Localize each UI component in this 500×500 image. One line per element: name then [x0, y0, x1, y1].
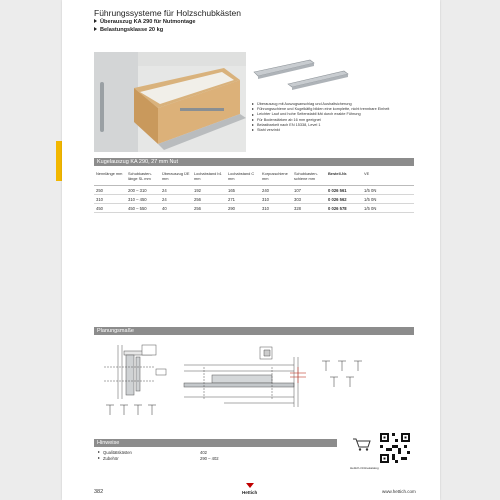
table-cell: 290 [226, 204, 260, 213]
table-cell: 1/5 0N [362, 204, 414, 213]
bullet-arrow-icon [94, 19, 97, 23]
table-cell: 310 [260, 204, 292, 213]
catalog-page [62, 0, 440, 500]
bullet-arrow-icon [252, 129, 254, 131]
table-cell: 24 [160, 186, 192, 195]
column-header: Nennlänge mm [94, 171, 126, 186]
table-cell: 165 [226, 186, 260, 195]
table-cell: 40 [160, 204, 192, 213]
table-cell: 24 [160, 195, 192, 204]
feature-list [252, 102, 402, 133]
table-cell: 200 – 310 [126, 186, 160, 195]
runner-product-image [250, 58, 350, 90]
spec-section-title: Kugelauszug KA 290, 27 mm Nut [94, 158, 414, 166]
order-number: 0 026 578 [326, 204, 362, 213]
bullet-arrow-icon [98, 457, 100, 459]
feature-item: Führungsschiene und Kugelkäfig bilden eine komplette, nicht trennbare Einheit [252, 107, 402, 112]
order-number: 0 026 561 [326, 186, 362, 195]
list-item: Zubehör 290 – 402 [98, 456, 132, 462]
spec-table [94, 171, 414, 213]
bullet-arrow-icon [252, 108, 254, 110]
drawer-photo [94, 52, 246, 152]
table-cell: 450 – 550 [126, 204, 160, 213]
page-title: Führungssysteme für Holzschubkästen [94, 8, 241, 18]
table-cell: 310 [260, 195, 292, 204]
table-cell: 303 [292, 195, 326, 204]
bullet-arrow-icon [252, 124, 254, 126]
column-header: VE [362, 171, 414, 186]
feature-item: Für Bodenstärken ab 16 mm geeignet [252, 118, 402, 123]
table-cell: 450 [94, 204, 126, 213]
bullet-arrow-icon [98, 451, 100, 453]
planning-section-title: Planungsmaße [94, 327, 414, 335]
qr-code[interactable] [380, 433, 410, 463]
table-cell: 328 [292, 204, 326, 213]
table-cell: 240 [260, 186, 292, 195]
page-number: 382 [94, 489, 104, 495]
notes-list [98, 450, 219, 461]
column-header: Bestell-Nr. [326, 171, 362, 186]
table-row [94, 204, 414, 213]
table-cell: 310 – 450 [126, 195, 160, 204]
table-cell: 310 [94, 195, 126, 204]
feature-item: Leichter Lauf und hohe Seitenstabil ität durch exakte Führung [252, 112, 402, 117]
column-header: Überauszug ÜE mm [160, 171, 192, 186]
order-number: 0 026 562 [326, 195, 362, 204]
feature-item: Belastbarkeit nach EN 15338, Level 1 [252, 123, 402, 128]
feature-item: Stahl verzinkt [252, 128, 402, 133]
table-cell: 271 [226, 195, 260, 204]
notes-section-title: Hinweise [94, 439, 337, 447]
load-class-subtitle: Belastungsklasse 20 kg [94, 27, 163, 33]
bullet-arrow-icon [94, 27, 97, 31]
bullet-arrow-icon [252, 114, 254, 116]
table-cell: 192 [192, 186, 226, 195]
list-item: Qualitätskästen 402 [98, 450, 132, 456]
table-cell: 250 [94, 186, 126, 195]
planning-drawing [94, 337, 414, 429]
product-subtitle: Überauszug KA 290 für Nutmontage [94, 19, 196, 25]
website-link[interactable]: www.hettich.com [382, 489, 416, 494]
column-header: Lochabstand b1 mm [192, 171, 226, 186]
shopping-cart-icon[interactable] [352, 437, 372, 451]
table-cell: 1/5 0N [362, 195, 414, 204]
feature-item: Überauszug mit Auszugsanschlag und Aushaltsicherung [252, 102, 402, 107]
table-cell: 256 [192, 204, 226, 213]
column-header: Schubkasten-schiene mm [292, 171, 326, 186]
column-header: Korpusschiene mm [260, 171, 292, 186]
column-header: Lochabstand C mm [226, 171, 260, 186]
table-row [94, 195, 414, 204]
table-cell: 107 [292, 186, 326, 195]
spec-table-header [94, 171, 414, 186]
table-cell: 256 [192, 195, 226, 204]
table-cell: 1/5 0N [362, 186, 414, 195]
column-header: Schubkasten-länge SL mm [126, 171, 160, 186]
bullet-arrow-icon [252, 119, 254, 121]
qr-caption: Hettich-Onlinekatalog [350, 466, 379, 470]
table-row [94, 186, 414, 195]
bullet-arrow-icon [252, 103, 254, 105]
logo-wordmark: Hettich [242, 490, 258, 495]
